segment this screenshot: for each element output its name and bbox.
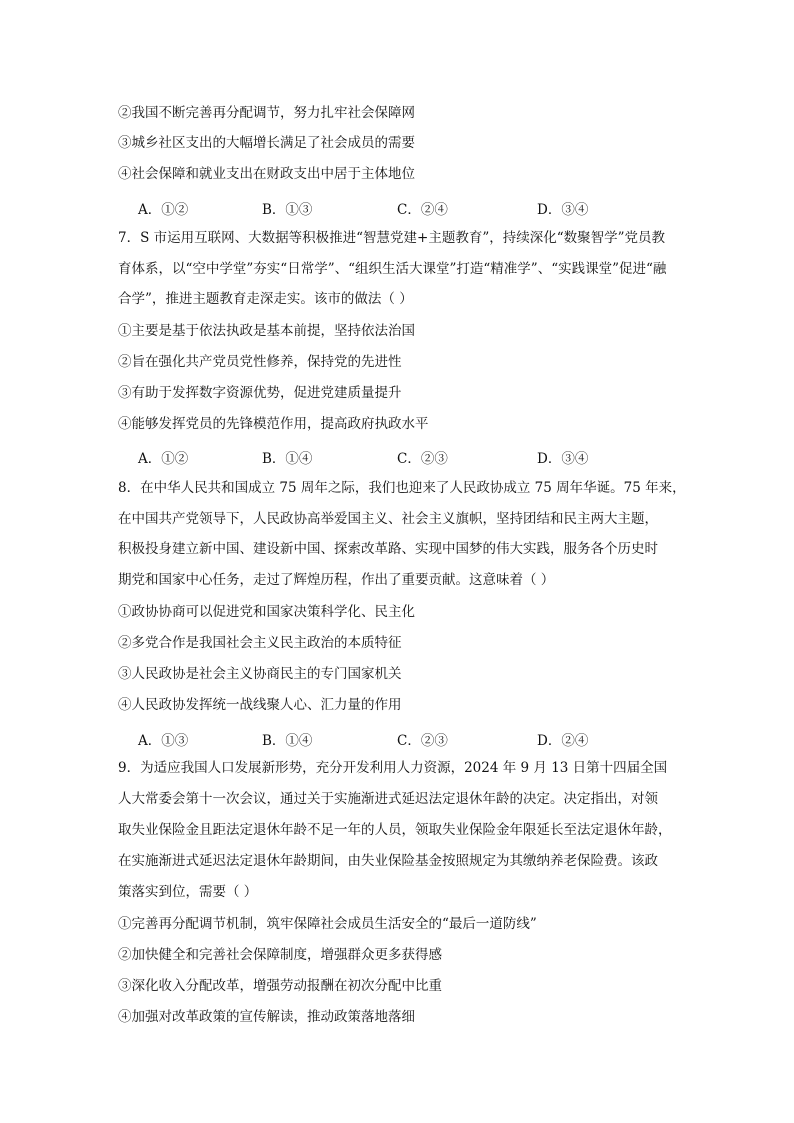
q8-stem-line-1: 8．在中华人民共和国成立 75 周年之际，我们也迎来了人民政协成立 75 周年华诞。75 年来， [118,480,686,496]
q9-stem-line-2: 人大常委会第十一次会议，通过关于实施渐进式延迟法定退休年龄的决定。决定指出，对领 [118,791,658,807]
q8-item-4: ④人民政协发挥统一战线聚人心、汇力量的作用 [118,697,402,713]
q7-stem-line-3: 合学”，推进主题教育走深走实。该市的做法（ ） [118,291,413,307]
q9-stem-line-4: 在实施渐进式延迟法定退休年龄期间，由失业保险基金按照规定为其缴纳养老保险费。该政 [118,853,658,869]
q9-item-1: ①完善再分配调节机制，筑牢保障社会成员生活安全的“最后一道防线” [118,916,537,932]
q8-item-2: ②多党合作是我国社会主义民主政治的本质特征 [118,635,402,651]
q6-option-c[interactable]: C．②④ [397,202,448,218]
q8-option-b[interactable]: B．①④ [262,733,313,749]
q9-stem-line-5: 策落实到位，需要（ ） [118,884,258,900]
q8-options [138,729,598,747]
q8-item-3: ③人民政协是社会主义协商民主的专门国家机关 [118,666,402,682]
q8-option-a[interactable]: A．①③ [138,733,189,749]
q9-item-2: ②加快健全和完善社会保障制度，增强群众更多获得感 [118,947,442,963]
q7-option-b[interactable]: B．①④ [262,451,313,467]
q6-option-d[interactable]: D．③④ [537,202,589,218]
q7-option-d[interactable]: D．③④ [537,451,589,467]
q6-item-3: ③城乡社区支出的大幅增长满足了社会成员的需要 [118,135,415,151]
q6-item-2: ②我国不断完善再分配调节，努力扎牢社会保障网 [118,105,415,121]
q8-option-d[interactable]: D．②④ [537,733,589,749]
q7-item-2: ②旨在强化共产党员党性修养，保持党的先进性 [118,354,402,370]
q6-option-a[interactable]: A．①② [138,202,189,218]
q6-item-4: ④社会保障和就业支出在财政支出中居于主体地位 [118,166,415,182]
q6-options [138,198,598,216]
q7-stem-line-1: 7．S 市运用互联网、大数据等积极推进“智慧党建+主题教育”，持续深化“数聚智学”党员教 [118,230,666,246]
q7-options [138,447,598,465]
q8-stem-line-3: 积极投身建立新中国、建设新中国、探索改革路、实现中国梦的伟大实践，服务各个历史时 [118,541,658,557]
q8-item-1: ①政协协商可以促进党和国家决策科学化、民主化 [118,604,415,620]
q8-stem-line-4: 期党和国家中心任务，走过了辉煌历程，作出了重要贡献。这意味着（ ） [118,572,555,588]
q9-item-4: ④加强对改革政策的宣传解读，推动政策落地落细 [118,1009,415,1025]
q7-option-a[interactable]: A．①② [138,451,189,467]
q7-item-3: ③有助于发挥数字资源优势，促进党建质量提升 [118,385,402,401]
q8-option-c[interactable]: C．②③ [397,733,448,749]
q8-stem-line-2: 在中国共产党领导下，人民政协高举爱国主义、社会主义旗帜，坚持团结和民主两大主题， [118,511,658,527]
q7-stem-line-2: 育体系，以“空中学堂”夯实“日常学”、“组织生活大课堂”打造“精准学”、“实践课堂”促进“融 [118,261,667,277]
q9-item-3: ③深化收入分配改革，增强劳动报酬在初次分配中比重 [118,978,442,994]
q9-stem-line-3: 取失业保险金且距法定退休年龄不足一年的人员，领取失业保险金年限延长至法定退休年龄， [118,822,672,838]
q6-option-b[interactable]: B．①③ [262,202,313,218]
q7-item-1: ①主要是基于依法执政是基本前提，坚持依法治国 [118,323,415,339]
q7-option-c[interactable]: C．②③ [397,451,448,467]
q7-item-4: ④能够发挥党员的先锋模范作用，提高政府执政水平 [118,416,429,432]
q9-stem-line-1: 9．为适应我国人口发展新形势，充分开发利用人力资源，2024 年 9 月 13 日第十四届全国 [118,760,668,776]
